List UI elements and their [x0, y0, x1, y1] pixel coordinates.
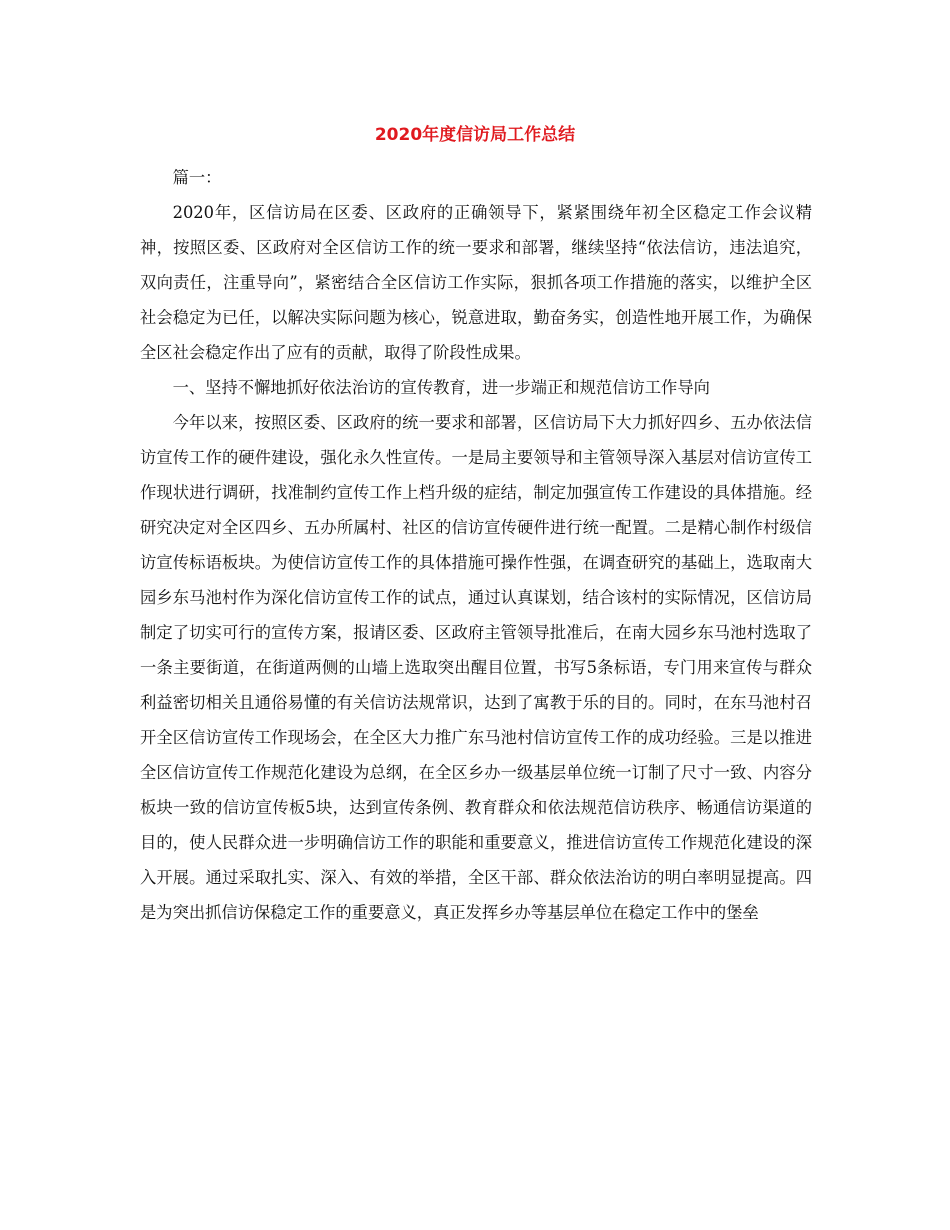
- intro-paragraph: 2020年，区信访局在区委、区政府的正确领导下，紧紧围绕年初全区稳定工作会议精神，按照区委、区政府对全区信访工作的统一要求和部署，继续坚持“依法信访，违法追究，双向责任，注重导向”，紧密结合全区信访工作实际，狠抓各项工作措施的落实，以维护全区社会稳定为已任，以解决实际问题为核心，锐意进取，勤奋务实，创造性地开展工作，为确保全区社会稳定作出了应有的贡献，取得了阶段性成果。: [140, 203, 812, 362]
- body-paragraph-1: 今年以来，按照区委、区政府的统一要求和部署，区信访局下大力抓好四乡、五办依法信访宣传工作的硬件建设，强化永久性宣传。一是局主要领导和主管领导深入基层对信访宣传工作现状进行调研，找准制约宣传工作上档升级的症结，制定加强宣传工作建设的具体措施。经研究决定对全区四乡、五办所属村、社区的信访宣传硬件进行统一配置。二是精心制作村级信访宣传标语板块。为使信访宣传工作的具体措施可操作性强，在调查研究的基础上，选取南大园乡东马池村作为深化信访宣传工作的试点，通过认真谋划，结合该村的实际情况，区信访局制定了切实可行的宣传方案，报请区委、区政府主管领导批准后，在南大园乡东马池村选取了一条主要街道，在街道两侧的山墙上选取突出醒目位置，书写5条标语，专门用来宣传与群众利益密切相关且通俗易懂的有关信访法规常识，达到了寓教于乐的目的。同时，在东马池村召开全区信访宣传工作现场会，在全区大力推广东马池村信访宣传工作的成功经验。三是以推进全区信访宣传工作规范化建设为总纲，在全区乡办一级基层单位统一订制了尺寸一致、内容分板块一致的信访宣传板5块，达到宣传条例、教育群众和依法规范信访秩序、畅通信访渠道的目的，使人民群众进一步明确信访工作的职能和重要意义，推进信访宣传工作规范化建设的深入开展。通过采取扎实、深入、有效的举措，全区干部、群众依法治访的明白率明显提高。四是为突出抓信访保稳定工作的重要意义，真正发挥乡办等基层单位在稳定工作中的堡垒: [140, 413, 812, 922]
- section-label: 篇一：: [172, 168, 222, 187]
- section-heading-1: 一、坚持不懈地抓好依法治访的宣传教育，进一步端正和规范信访工作导向: [172, 378, 710, 397]
- document-title: 2020年度信访局工作总结: [374, 125, 576, 145]
- document-body: [140, 160, 812, 930]
